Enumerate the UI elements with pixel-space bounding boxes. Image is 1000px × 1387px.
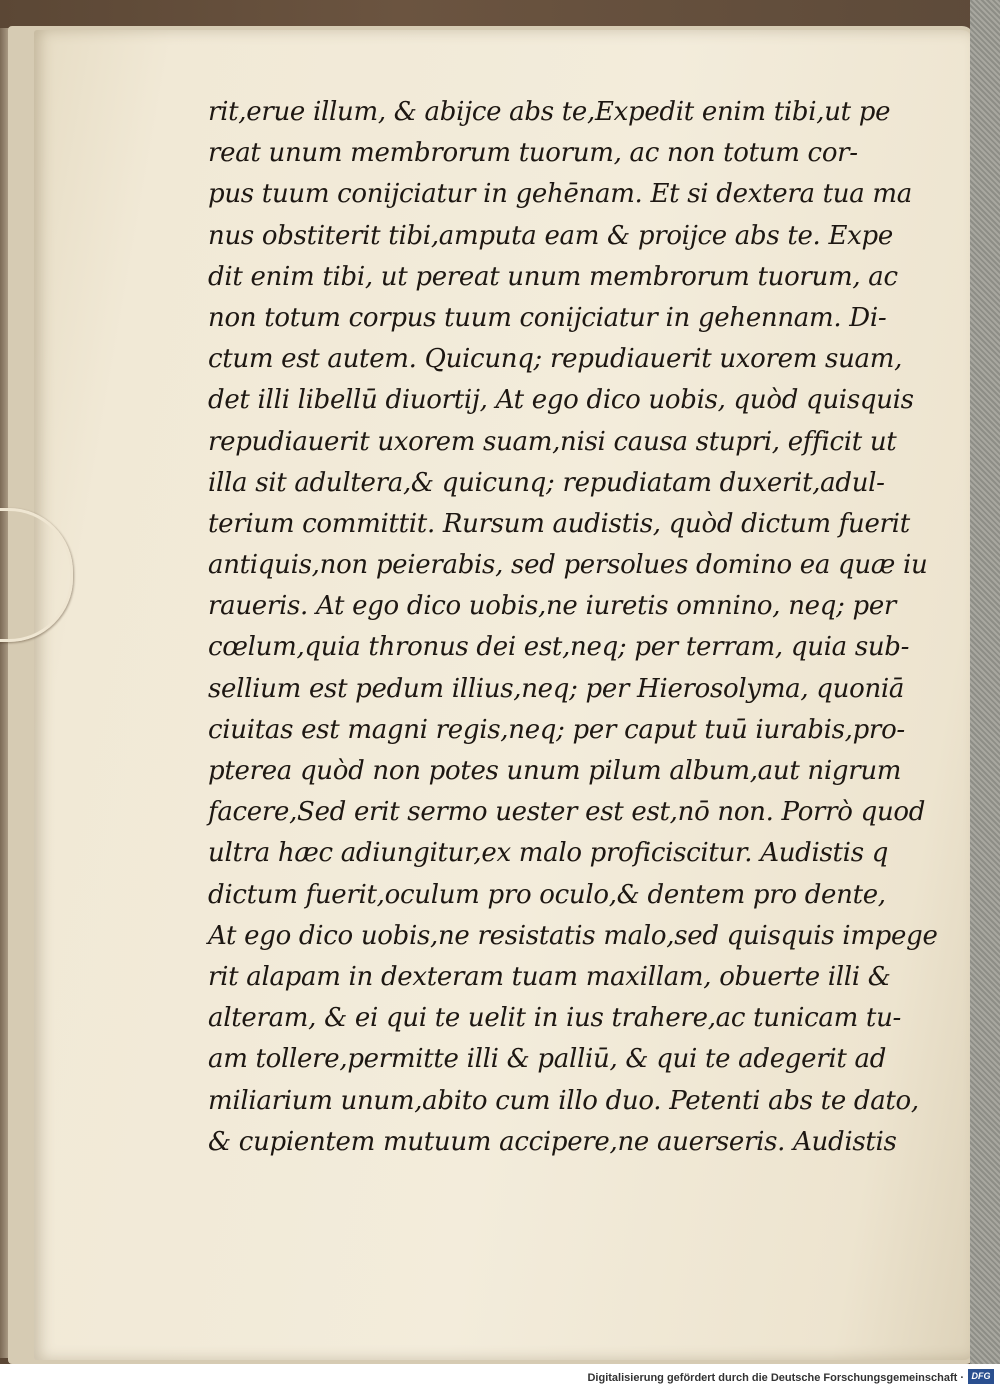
text-line: pus tuum conijciatur in gehēnam. Et si dextera tua ma: [208, 179, 912, 210]
text-line: reat unum membrorum tuorum, ac non totum cor-: [208, 138, 858, 169]
text-line: pterea quòd non potes unum pilum album,aut nigrum: [208, 756, 902, 786]
text-line: terium committit. Rursum audistis, quòd dictum fuerit: [208, 508, 910, 539]
text-line: rit,erue illum, & abijce abs te,Expedit enim tibi,ut pe: [208, 97, 891, 127]
footer-bar: [0, 1364, 1000, 1387]
text-line: cœlum,quia thronus dei est,neq; per terram, quia sub-: [208, 632, 910, 663]
text-line: alteram, & ei qui te uelit in ius trahere,ac tunicam tu-: [208, 1003, 902, 1034]
text-line: det illi libellū diuortij, At ego dico uobis, quòd quisquis: [208, 385, 914, 416]
text-line: facere,Sed erit sermo uester est est,nō non. Porrò quod: [208, 797, 926, 828]
text-line: am tollere,permitte illi & palliū, & qui te adegerit ad: [208, 1044, 887, 1075]
text-line: dit enim tibi, ut pereat unum membrorum tuorum, ac: [208, 261, 898, 292]
text-line: ctum est autem. Quicunq; repudiauerit uxorem suam,: [208, 344, 903, 375]
text-line: At ego dico uobis,ne resistatis malo,sed quisquis impege: [208, 920, 938, 951]
dfg-logo-icon: DFG: [968, 1369, 994, 1384]
text-line: non totum corpus tuum conijciatur in gehennam. Di-: [208, 302, 887, 333]
text-line: & cupientem mutuum accipere,ne auerseris. Audistis: [208, 1126, 897, 1157]
text-line: nus obstiterit tibi,amputa eam & proijce abs te. Expe: [208, 220, 893, 251]
text-line: raueris. At ego dico uobis,ne iuretis omnino, neq; per: [208, 591, 897, 622]
text-line: dictum fuerit,oculum pro oculo,& dentem pro dente,: [208, 879, 886, 910]
text-line: rit alapam in dexteram tuam maxillam, obuerte illi &: [208, 961, 891, 992]
text-line: miliarium unum,abito cum illo duo. Petenti abs te dato,: [208, 1085, 919, 1116]
text-line: antiquis,non peierabis, sed persolues domino ea quæ iu: [208, 550, 928, 581]
funding-note: Digitalisierung gefördert durch die Deutsche Forschungsgemeinschaft ·: [587, 1372, 964, 1384]
text-line: repudiauerit uxorem suam,nisi causa stupri, efficit ut: [208, 426, 897, 457]
text-line: ultra hæc adiungitur,ex malo proficiscitur. Audistis q: [208, 838, 889, 869]
text-line: illa sit adultera,& quicunq; repudiatam duxerit,adul-: [208, 467, 885, 498]
text-line: sellium est pedum illius,neq; per Hierosolyma, quoniā: [208, 673, 905, 704]
cloth-background: [970, 0, 1000, 1387]
text-line: ciuitas est magni regis,neq; per caput tuū iurabis,pro-: [208, 714, 905, 745]
page-text-block: [208, 92, 938, 1163]
